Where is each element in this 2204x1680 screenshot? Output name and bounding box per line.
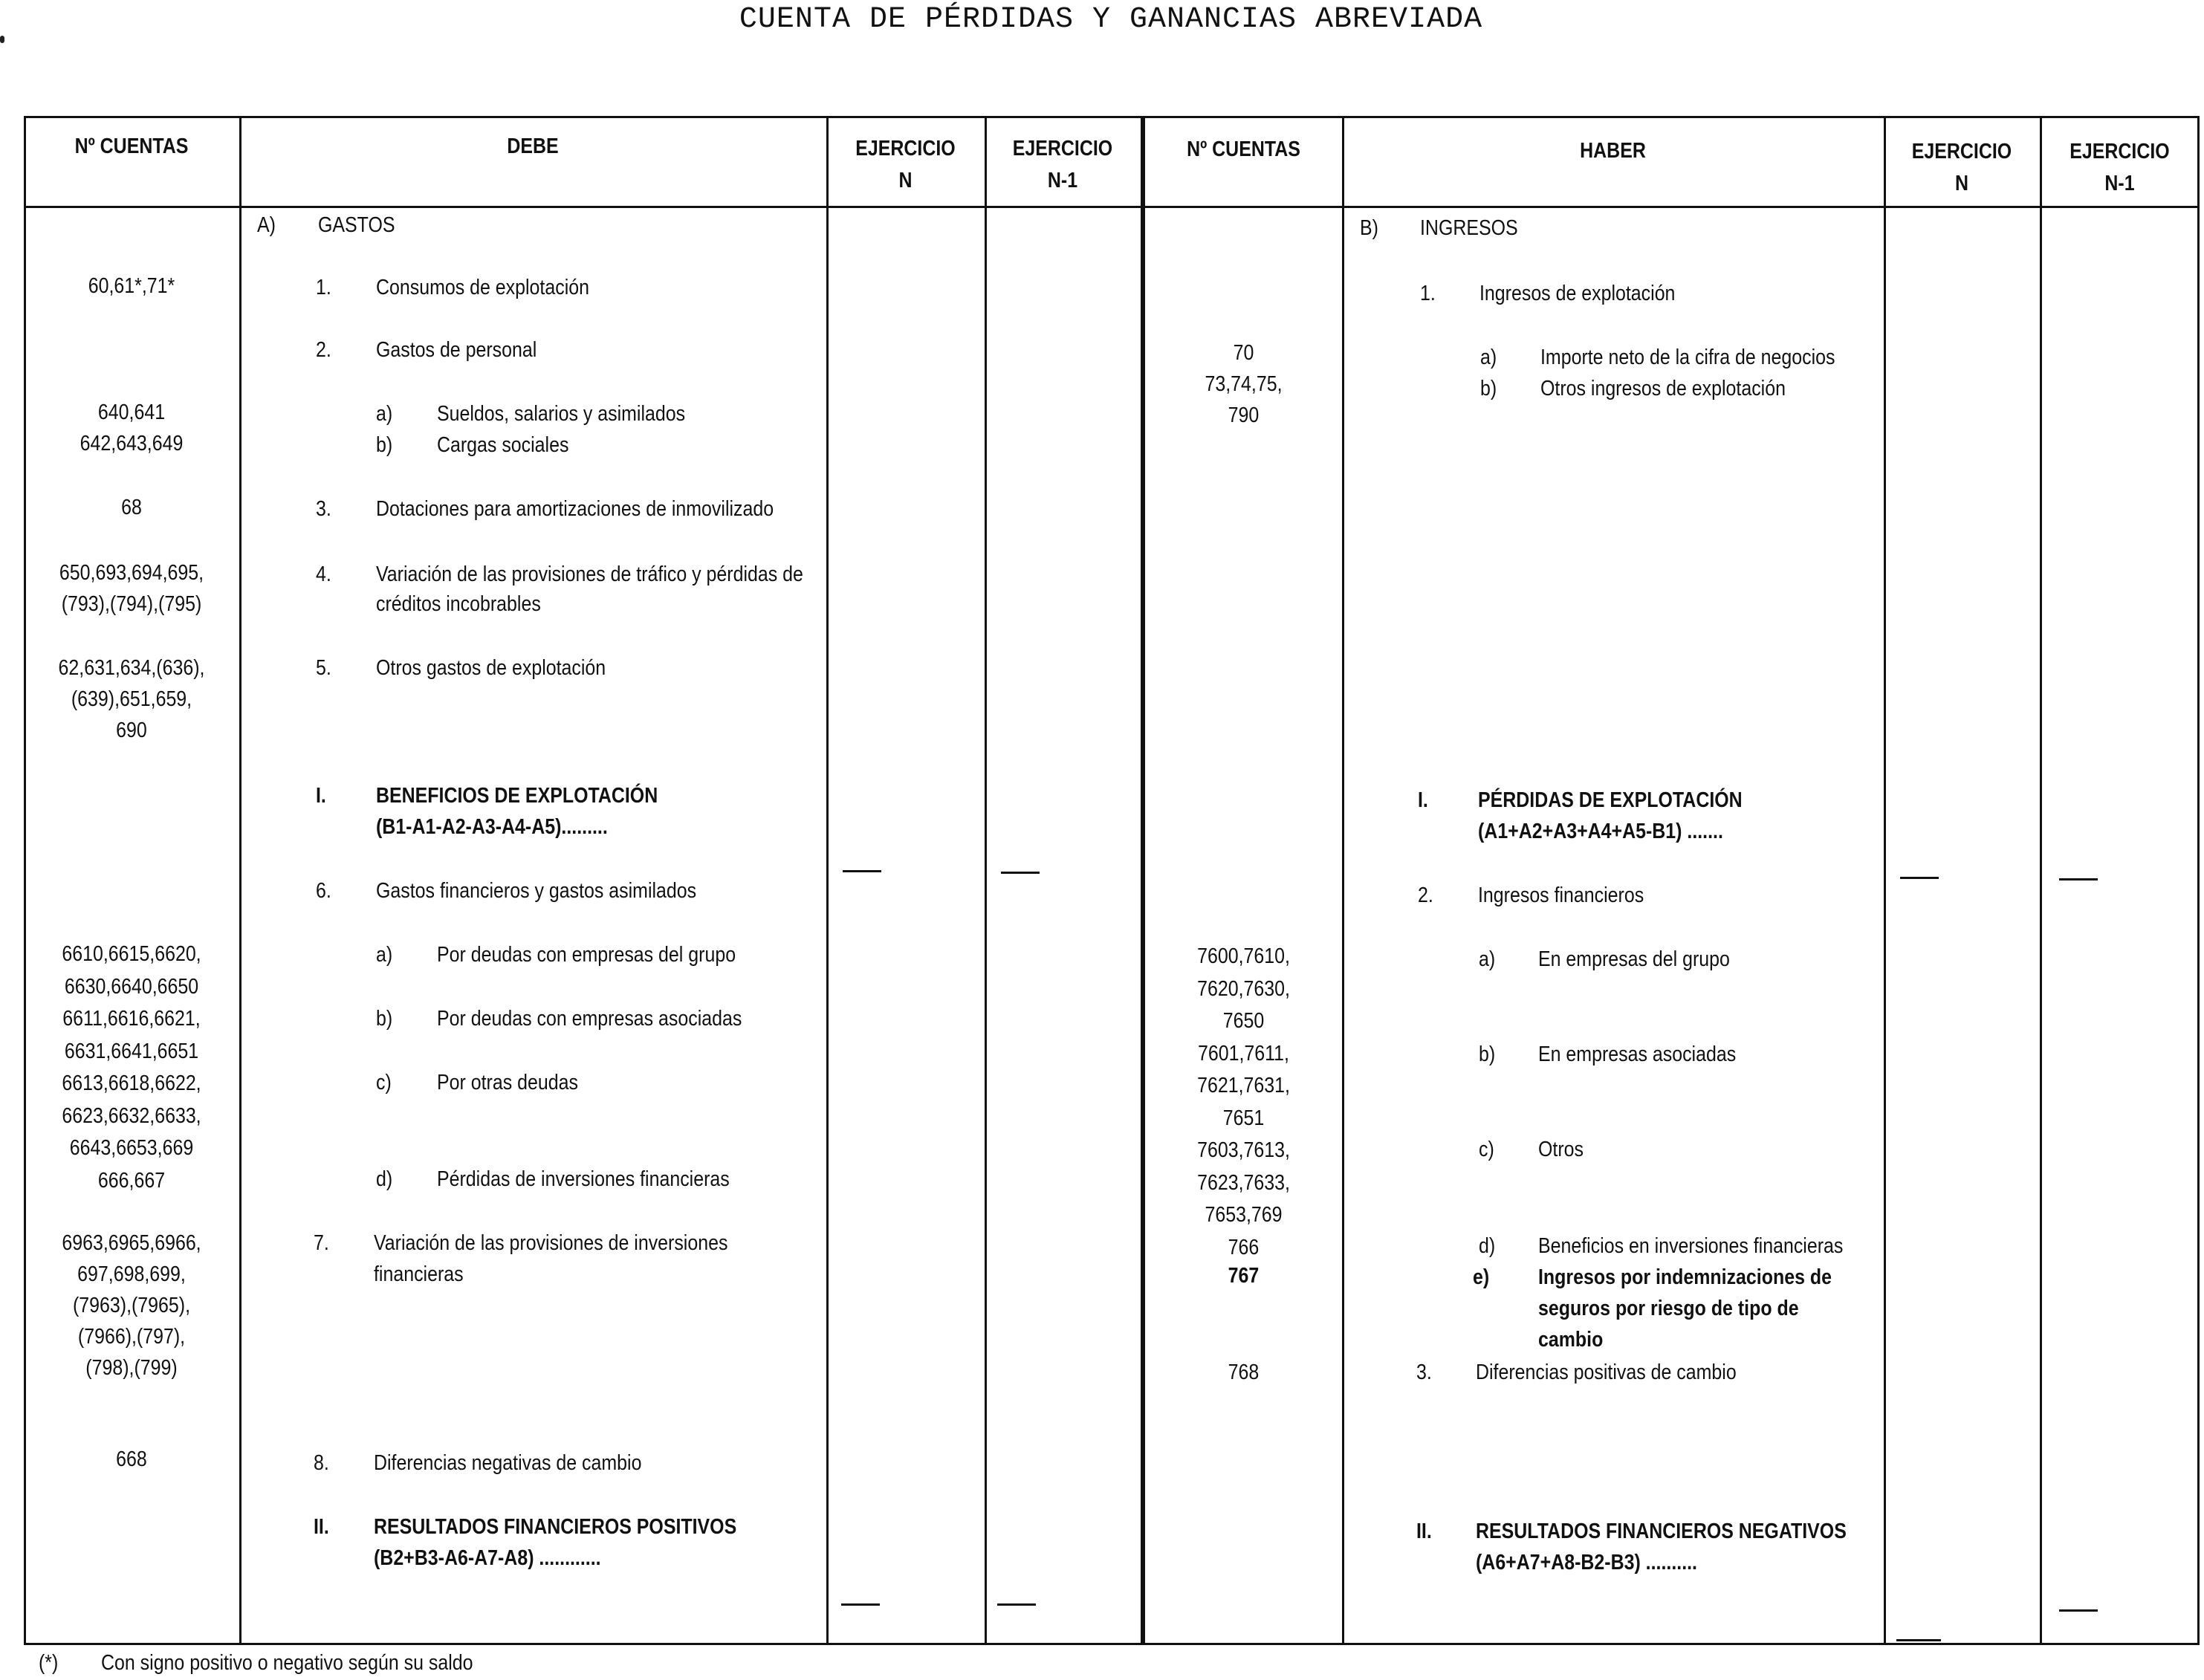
amount-placeholder [1900,877,1939,879]
item-label: Ingresos financieros [1478,883,1644,907]
item-number: 7. [314,1231,329,1255]
item-label: Por deudas con empresas del grupo [437,943,736,967]
footnote-text: Con signo positivo o negativo según su saldo [101,1651,473,1675]
item-letter: b) [1480,377,1497,400]
footnote-mark: (*) [39,1651,59,1675]
item-number: 3. [1416,1360,1432,1384]
col-divider [1884,116,1886,1645]
subtotal-number: II. [1416,1520,1432,1543]
amount-placeholder [2059,878,2098,880]
section-label: GASTOS [318,213,395,237]
col-divider [1342,116,1344,1645]
account-code-block: 6610,6615,6620, 6630,6640,6650 6611,6616,6621, 6631,6641,6651 6613,6618,6622, 6623,6632,6633, 6643,6653,669 666,667 [62,942,201,1193]
item-number: 3. [316,497,331,521]
account-code: 640,641 [97,400,166,424]
account-code: (793),(794),(795) [61,592,202,616]
item-number: 4. [316,562,331,586]
item-label: Variación de las provisiones de inversiones [374,1231,728,1255]
subtotal-label: RESULTADOS FINANCIEROS POSITIVOS [374,1515,737,1539]
item-label: Pérdidas de inversiones financieras [437,1167,730,1191]
item-label: Dotaciones para amortizaciones de inmovilizado [376,497,774,521]
account-code: 768 [1228,1360,1260,1384]
item-letter: d) [376,1167,393,1191]
header-haber: HABER [1580,139,1646,163]
item-label: créditos incobrables [376,592,541,616]
subtotal-number: I. [316,784,326,808]
subtotal-formula: (B2+B3-A6-A7-A8) ............ [374,1546,601,1570]
account-code: 690 [116,719,147,742]
header-ejercicio-n-right: EJERCICIO N [1911,140,2012,195]
header-rule [24,206,2200,208]
item-label: Sueldos, salarios y asimilados [437,402,686,426]
item-letter: e) [1473,1265,1490,1289]
amount-placeholder [843,870,881,872]
col-divider [826,116,829,1645]
subtotal-label: RESULTADOS FINANCIEROS NEGATIVOS [1476,1520,1847,1543]
subtotal-formula: (A1+A2+A3+A4+A5-B1) ....... [1478,820,1723,843]
item-label: Por otras deudas [437,1071,578,1094]
item-number: 1. [1420,282,1436,305]
page-title: CUENTA DE PÉRDIDAS Y GANANCIAS ABREVIADA [739,3,1483,36]
subtotal-label: PÉRDIDAS DE EXPLOTACIÓN [1478,788,1743,812]
account-code: (639),651,659, [71,687,192,711]
account-code: 668 [116,1447,147,1471]
item-label: Otros ingresos de explotación [1540,377,1786,400]
item-label: Cargas sociales [437,433,569,457]
header-cuentas-left: Nº CUENTAS [74,134,189,158]
item-label: Variación de las provisiones de tráfico y pérdidas de [376,562,803,586]
section-label: INGRESOS [1420,216,1518,240]
item-label: Importe neto de la cifra de negocios [1540,346,1835,369]
section-letter: A) [257,213,276,237]
item-label: Ingresos por indemnizaciones de seguros por riesgo de tipo de cambio [1538,1265,1832,1352]
item-number: 1. [316,276,331,299]
header-ejercicio-n1: EJERCICIO N-1 [1012,137,1113,192]
account-code: 62,631,634,(636), [58,656,205,680]
item-label: Consumos de explotación [376,276,589,299]
item-label: Por deudas con empresas asociadas [437,1007,742,1031]
item-label: Diferencias positivas de cambio [1476,1360,1737,1384]
section-letter: B) [1360,216,1378,240]
header-ejercicio-n1-right: EJERCICIO N-1 [2070,140,2170,195]
amount-placeholder [1896,1639,1941,1641]
amount-placeholder [2059,1609,2098,1612]
item-label: Otros gastos de explotación [376,656,606,680]
account-code-block: 6963,6965,6966, 697,698,699, (7963),(7965), (7966),(797), (798),(799) [62,1231,201,1380]
item-label: Gastos financieros y gastos asimilados [376,879,697,903]
item-number: 5. [316,656,331,680]
item-letter: c) [376,1071,392,1094]
account-code: 650,693,694,695, [59,561,204,585]
item-label: En empresas del grupo [1538,947,1730,971]
item-letter: a) [1480,346,1497,369]
item-label: En empresas asociadas [1538,1042,1737,1066]
item-letter: b) [1479,1042,1496,1066]
amount-placeholder [1001,872,1040,874]
subtotal-formula: (B1-A1-A2-A3-A4-A5)......... [376,815,608,839]
subtotal-number: II. [314,1515,329,1539]
col-divider [985,116,987,1645]
amount-placeholder [841,1603,880,1606]
item-label: Gastos de personal [376,338,537,362]
item-letter: a) [376,943,393,967]
item-label: Ingresos de explotación [1479,282,1676,305]
margin-mark [0,36,4,43]
item-label: Diferencias negativas de cambio [374,1451,642,1475]
item-letter: d) [1479,1234,1496,1258]
account-code-block: 70 73,74,75, 790 [1205,341,1283,427]
item-number: 2. [1418,883,1433,907]
subtotal-label: BENEFICIOS DE EXPLOTACIÓN [376,784,658,808]
account-code: 642,643,649 [80,432,184,455]
account-code: 767 [1228,1264,1260,1288]
item-letter: a) [1479,947,1496,971]
item-number: 6. [316,879,331,903]
header-cuentas-right: Nº CUENTAS [1187,137,1300,161]
item-number: 2. [316,338,331,362]
account-code-block: 7600,7610, 7620,7630, 7650 7601,7611, 7621,7631, 7651 7603,7613, 7623,7633, 7653,769 766 [1197,944,1290,1259]
account-code: 60,61*,71* [88,274,175,298]
header-debe: DEBE [507,134,559,158]
item-letter: b) [376,433,393,457]
item-number: 8. [314,1451,329,1475]
item-letter: b) [376,1007,393,1031]
table-frame [24,116,2200,1645]
col-divider [239,116,242,1645]
item-letter: c) [1479,1138,1494,1161]
col-divider-center [1141,116,1145,1645]
item-label: Otros [1538,1138,1584,1161]
header-ejercicio-n: EJERCICIO N [855,137,956,192]
item-letter: a) [376,402,393,426]
account-code: 68 [121,496,142,519]
col-divider [2040,116,2042,1645]
item-label: financieras [374,1262,464,1286]
subtotal-number: I. [1418,788,1428,812]
amount-placeholder [997,1603,1036,1606]
item-label: Beneficios en inversiones financieras [1538,1234,1844,1258]
subtotal-formula: (A6+A7+A8-B2-B3) .......... [1476,1551,1697,1574]
